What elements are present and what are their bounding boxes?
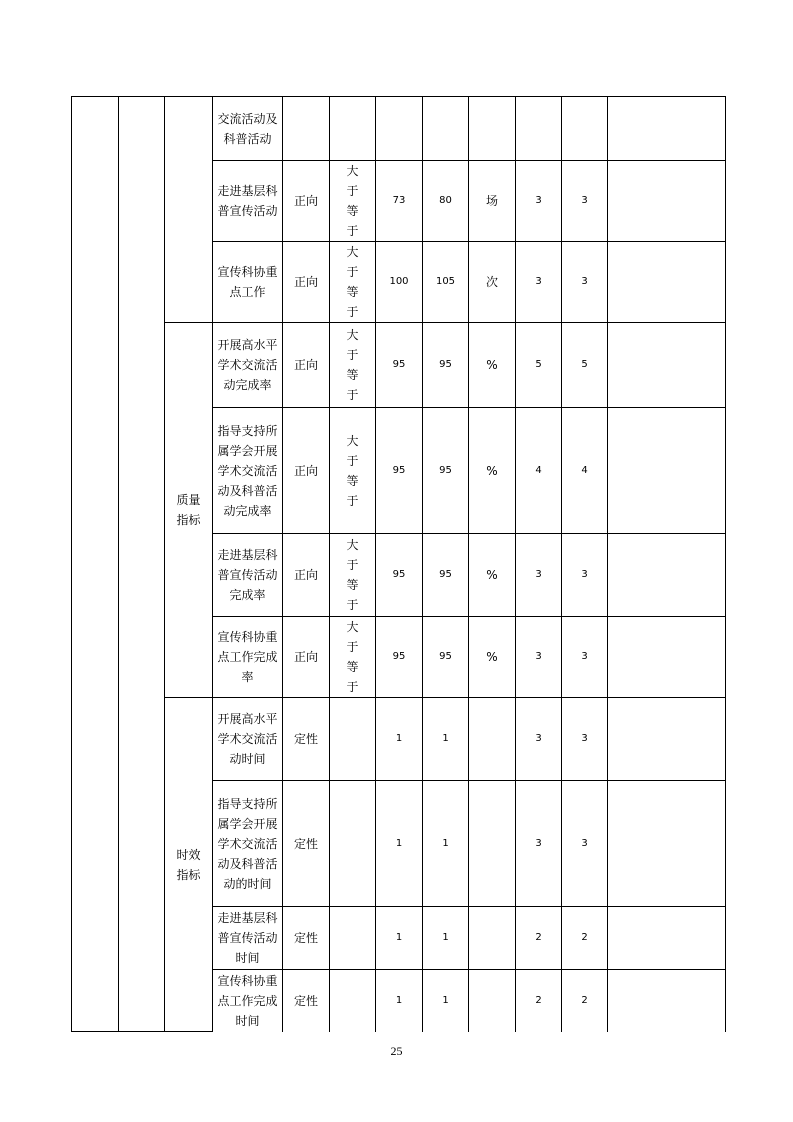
- indicator-actual: 80: [423, 161, 469, 242]
- indicator-target: 95: [376, 617, 423, 698]
- indicator-score: 2: [562, 907, 608, 970]
- indicator-unit: %: [469, 534, 516, 617]
- first-level-indicator-cell: [72, 97, 119, 1032]
- indicator-direction: 定性: [283, 781, 330, 907]
- indicator-name: 走进基层科普宣传活动: [213, 161, 283, 242]
- indicator-operator: 大于等于: [330, 323, 376, 408]
- indicator-note: [608, 617, 726, 698]
- indicator-score: 5: [562, 323, 608, 408]
- indicator-operator: 大于等于: [330, 534, 376, 617]
- indicator-name: 走进基层科普宣传活动时间: [213, 907, 283, 970]
- indicator-operator: [330, 698, 376, 781]
- indicator-weight: 3: [516, 534, 562, 617]
- indicator-direction: [283, 97, 330, 161]
- performance-indicator-table: [71, 96, 726, 1032]
- indicator-operator: 大于等于: [330, 242, 376, 323]
- indicator-operator: 大于等于: [330, 617, 376, 698]
- indicator-name: 走进基层科普宣传活动完成率: [213, 534, 283, 617]
- indicator-weight: 2: [516, 970, 562, 1032]
- table-row: [72, 698, 726, 781]
- indicator-name: 宣传科协重点工作: [213, 242, 283, 323]
- indicator-score: 3: [562, 161, 608, 242]
- indicator-weight: 5: [516, 323, 562, 408]
- indicator-target: 73: [376, 161, 423, 242]
- indicator-operator: 大于等于: [330, 161, 376, 242]
- indicator-weight: 3: [516, 242, 562, 323]
- second-level-indicator-cell: [119, 97, 165, 1032]
- indicator-note: [608, 970, 726, 1032]
- indicator-actual: 1: [423, 907, 469, 970]
- third-level-indicator-cell: 质量指标: [165, 323, 213, 698]
- indicator-weight: 3: [516, 781, 562, 907]
- indicator-target: 1: [376, 970, 423, 1032]
- indicator-note: [608, 698, 726, 781]
- indicator-direction: 正向: [283, 617, 330, 698]
- indicator-score: 3: [562, 781, 608, 907]
- indicator-direction: 正向: [283, 534, 330, 617]
- indicator-operator: 大于等于: [330, 408, 376, 534]
- indicator-target: [376, 97, 423, 161]
- indicator-target: 100: [376, 242, 423, 323]
- third-level-indicator-cell: 时效指标: [165, 698, 213, 1032]
- indicator-direction: 定性: [283, 970, 330, 1032]
- indicator-operator: [330, 97, 376, 161]
- indicator-unit: [469, 781, 516, 907]
- indicator-score: 3: [562, 242, 608, 323]
- indicator-weight: 2: [516, 907, 562, 970]
- indicator-name: 开展高水平学术交流活动完成率: [213, 323, 283, 408]
- indicator-direction: 正向: [283, 408, 330, 534]
- indicator-unit: 场: [469, 161, 516, 242]
- indicator-note: [608, 161, 726, 242]
- indicator-actual: [423, 97, 469, 161]
- indicator-note: [608, 323, 726, 408]
- indicator-name: 宣传科协重点工作完成时间: [213, 970, 283, 1032]
- indicator-target: 1: [376, 907, 423, 970]
- indicator-weight: 3: [516, 698, 562, 781]
- indicator-score: [562, 97, 608, 161]
- indicator-unit: %: [469, 617, 516, 698]
- indicator-direction: 正向: [283, 161, 330, 242]
- indicator-score: 2: [562, 970, 608, 1032]
- indicator-actual: 95: [423, 408, 469, 534]
- indicator-note: [608, 408, 726, 534]
- indicator-actual: 1: [423, 970, 469, 1032]
- indicator-note: [608, 97, 726, 161]
- indicator-operator: [330, 907, 376, 970]
- indicator-actual: 1: [423, 698, 469, 781]
- indicator-name: 开展高水平学术交流活动时间: [213, 698, 283, 781]
- indicator-unit: [469, 97, 516, 161]
- indicator-target: 95: [376, 323, 423, 408]
- indicator-actual: 1: [423, 781, 469, 907]
- indicator-score: 3: [562, 617, 608, 698]
- indicator-target: 95: [376, 534, 423, 617]
- indicator-name: 宣传科协重点工作完成率: [213, 617, 283, 698]
- indicator-operator: [330, 781, 376, 907]
- indicator-weight: [516, 97, 562, 161]
- indicator-unit: [469, 698, 516, 781]
- page-number: 25: [390, 1044, 403, 1058]
- indicator-unit: %: [469, 408, 516, 534]
- indicator-note: [608, 781, 726, 907]
- indicator-target: 1: [376, 781, 423, 907]
- indicator-name: 交流活动及科普活动: [213, 97, 283, 161]
- indicator-unit: [469, 907, 516, 970]
- indicator-actual: 95: [423, 617, 469, 698]
- indicator-operator: [330, 970, 376, 1032]
- indicator-actual: 95: [423, 534, 469, 617]
- indicator-weight: 3: [516, 161, 562, 242]
- indicator-weight: 4: [516, 408, 562, 534]
- indicator-unit: %: [469, 323, 516, 408]
- indicator-target: 1: [376, 698, 423, 781]
- indicator-actual: 95: [423, 323, 469, 408]
- indicator-unit: [469, 970, 516, 1032]
- indicator-name: 指导支持所属学会开展学术交流活动及科普活动完成率: [213, 408, 283, 534]
- indicator-note: [608, 907, 726, 970]
- indicator-direction: 正向: [283, 323, 330, 408]
- indicator-direction: 正向: [283, 242, 330, 323]
- indicator-direction: 定性: [283, 907, 330, 970]
- table-row: [72, 97, 726, 161]
- indicator-direction: 定性: [283, 698, 330, 781]
- indicator-weight: 3: [516, 617, 562, 698]
- indicator-actual: 105: [423, 242, 469, 323]
- indicator-unit: 次: [469, 242, 516, 323]
- table-row: [72, 323, 726, 408]
- indicator-score: 3: [562, 698, 608, 781]
- third-level-indicator-cell: [165, 97, 213, 323]
- indicator-target: 95: [376, 408, 423, 534]
- indicator-score: 3: [562, 534, 608, 617]
- indicator-note: [608, 242, 726, 323]
- indicator-name: 指导支持所属学会开展学术交流活动及科普活动的时间: [213, 781, 283, 907]
- indicator-note: [608, 534, 726, 617]
- indicator-score: 4: [562, 408, 608, 534]
